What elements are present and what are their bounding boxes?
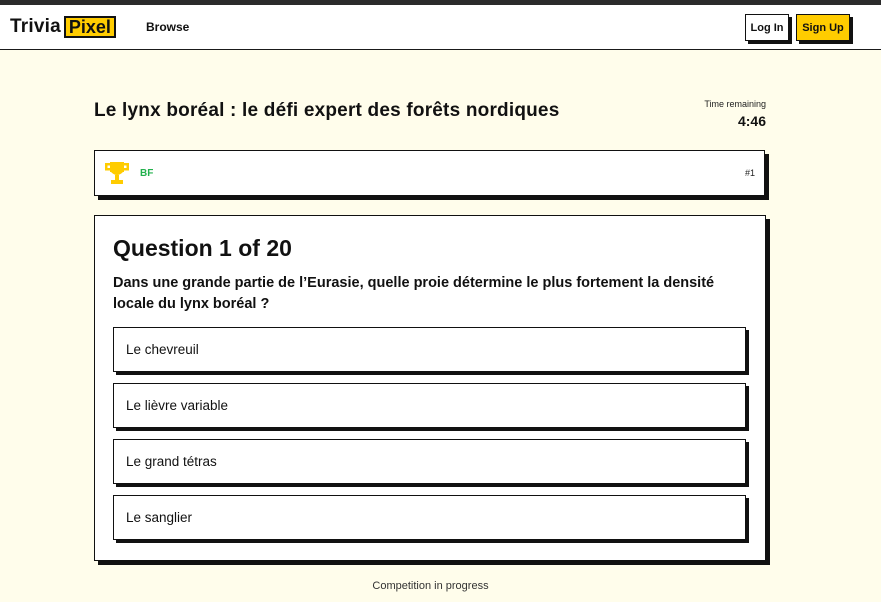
nav-browse-link[interactable]: Browse bbox=[146, 20, 190, 34]
question-card bbox=[94, 215, 766, 561]
answer-option-1[interactable]: Le chevreuil bbox=[113, 327, 746, 372]
question-text: Dans une grande partie de l’Eurasie, quelle proie détermine le plus fortement la densité locale du lynx boréal ? bbox=[113, 275, 715, 312]
signup-button[interactable]: Sign Up bbox=[796, 14, 850, 41]
logo-text-trivia: Trivia bbox=[10, 16, 61, 37]
competition-status: Competition in progress bbox=[372, 580, 489, 592]
logo[interactable] bbox=[10, 16, 116, 38]
navbar bbox=[0, 5, 881, 50]
answer-option-2[interactable]: Le lièvre variable bbox=[113, 383, 746, 428]
trophy-icon bbox=[105, 160, 129, 186]
leaderboard-player-name: BF bbox=[140, 168, 154, 179]
timer-value: 4:46 bbox=[737, 113, 766, 129]
leaderboard-rank: #1 bbox=[744, 168, 755, 178]
leaderboard-card bbox=[94, 150, 765, 196]
timer-label: Time remaining bbox=[704, 99, 766, 109]
logo-text-pixel: Pixel bbox=[64, 16, 116, 38]
answer-option-4[interactable]: Le sanglier bbox=[113, 495, 746, 540]
login-button[interactable]: Log In bbox=[745, 14, 789, 41]
quiz-title: Le lynx boréal : le défi expert des forêts nordiques bbox=[94, 100, 560, 121]
answer-option-3[interactable]: Le grand tétras bbox=[113, 439, 746, 484]
question-heading: Question 1 of 20 bbox=[113, 235, 292, 261]
